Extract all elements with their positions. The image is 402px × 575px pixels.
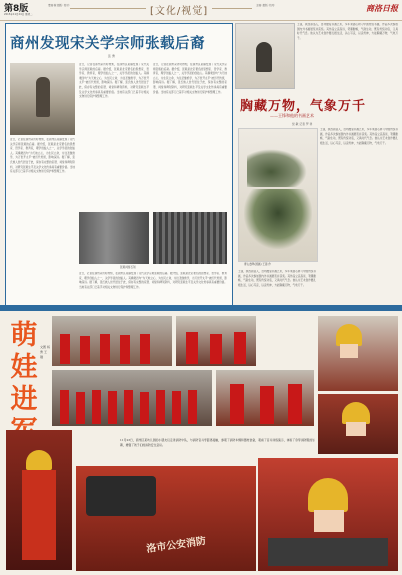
child-figure [92, 390, 101, 424]
child-figure [60, 334, 70, 364]
painting-mountain-upper [247, 149, 307, 187]
child-figure [60, 390, 69, 424]
feature-photo-6 [318, 394, 398, 454]
child-figure [140, 334, 150, 364]
feature-photo-3 [318, 316, 398, 391]
feature-photo-1 [52, 316, 172, 366]
section-name: 文化/视觉 [154, 6, 204, 17]
left-article-author: 张 勇 [108, 54, 115, 58]
child-figure [260, 386, 274, 424]
artist-figure [256, 42, 272, 72]
statue-photo [10, 63, 75, 135]
right-article-col-2: 王锋，陕西商洛人，自幼酷爱书画艺术，多年来潜心研习中国传统书画，作品多次参加国内外书画展览并获奖。其作品立意高远，笔墨酣畅，气韵生动，既有传统功底，又具时代气息。他认为艺术创作要扎根生活，以心写意，以意传神，方能胸藏万物，气象万千。 [238, 270, 316, 287]
truck-dashboard [268, 538, 388, 566]
editors-left: 责编:陈 组版: 校对: [48, 4, 70, 7]
child-figure [124, 390, 133, 424]
child-face [314, 510, 344, 532]
left-article-col-3: 近日，记者在商州采访时得知，在商州区某镇发现了宋代关学宗师张载的后裔。据介绍，张载是北宋著名的思想家、哲学家、教育家，理学创始人之一，关学学派的创始人。其横渠四句“为天地立心，为生民立命，为往圣继绝学，为万世开太平”被历代传颂，影响深远。据了解，张氏族人世代居住于此，保存有完整的家谱、祠堂和碑刻资料，对研究张载生平及关学文化传承具有重要价值。当地有关部门已着手对相关文物进行保护和整理工作。 [153, 63, 227, 94]
child-figure [172, 391, 181, 424]
right-article-subtitle: ——王锋和他的书画艺术 [270, 113, 314, 118]
child-figure [188, 390, 197, 424]
right-article-intro: 王锋，陕西商洛人，自幼酷爱书画艺术，多年来潜心研习中国传统书画，作品多次参加国内外书画展览并获奖。其作品立意高远，笔墨酣畅，气韵生动，既有传统功底，又具时代气息。他认为艺术创作要扎根生活，以心写意，以意传神，方能胸藏万物，气象万千。 [297, 23, 398, 40]
feature-photo-5 [216, 370, 314, 426]
feature-title-text: 萌娃进 [10, 320, 38, 415]
truck-lettering: 洛市公安消防 [145, 535, 207, 556]
left-article-col-bottom: 近日，记者在商州采访时得知，在商州区某镇发现了宋代关学宗师张载的后裔。据介绍，张载是北宋著名的思想家、哲学家、教育家，理学创始人之一，关学学派的创始人。其横渠四句“为天地立心，为生民立命，为往圣继绝学，为万世开太平”被历代传颂，影响深远。据了解，张氏族人世代居住于此，保存有完整的家谱、祠堂和碑刻资料，对研究张载生平及关学文化传承具有重要价值。当地有关部门已着手对相关文物进行保护和整理工作。 [79, 272, 227, 289]
feature-photo-4 [52, 370, 212, 426]
painting-caption: 青山叠翠(国画) 王锋 作 [244, 263, 272, 266]
feature-photo-8 [258, 458, 398, 571]
right-article-col-1: 王锋，陕西商洛人，自幼酷爱书画艺术，多年来潜心研习中国传统书画，作品多次参加国内外书画展览并获奖。其作品立意高远，笔墨酣畅，气韵生动，既有传统功底，又具时代气息。他认为艺术创作要扎根生活，以心写意，以意传神，方能胸藏万物，气象万千。 [320, 128, 398, 145]
stele-photo-2 [153, 212, 227, 264]
feature-body: 11月23日，商州区某幼儿园的小朋友们走进消防中队，与消防官兵零距离接触，参观了消防车辆和器材装备，观看了官兵训练演示，体验了身穿消防服的乐趣，增强了孩子们的消防安全意识。 [120, 438, 315, 447]
paper-logo: 商洛日报 [366, 3, 398, 13]
child-face [346, 422, 366, 436]
painting-image [238, 128, 318, 262]
child-figure [210, 334, 222, 364]
header-rule-right [212, 8, 252, 9]
fire-truck-photo [76, 466, 256, 571]
feature-credit: 文图 杨 勇 王 刚 [40, 345, 50, 359]
child-figure [80, 336, 90, 364]
helmet [308, 478, 348, 512]
child-figure [140, 392, 149, 424]
helmet [26, 450, 52, 470]
child-figure [156, 390, 165, 424]
child-figure [108, 391, 117, 424]
left-article-col-1: 近日，记者在商州采访时得知，在商州区某镇发现了宋代关学宗师张载的后裔。据介绍，张载是北宋著名的思想家、哲学家、教育家，理学创始人之一，关学学派的创始人。其横渠四句“为天地立心，为生民立命，为往圣继绝学，为万世开太平”被历代传颂，影响深远。据了解，张氏族人世代居住于此，保存有完整的家谱、祠堂和碑刻资料，对研究张载生平及关学文化传承具有重要价值。当地有关部门已着手对相关文物进行保护和整理工作。 [10, 138, 75, 174]
child-face [340, 344, 358, 358]
child-figure [76, 392, 85, 424]
left-article-col-2: 近日，记者在商州采访时得知，在商州区某镇发现了宋代关学宗师张载的后裔。据介绍，张载是北宋著名的思想家、哲学家、教育家，理学创始人之一，关学学派的创始人。其横渠四句“为天地立心，为生民立命，为往圣继绝学，为万世开太平”被历代传颂，影响深远。据了解，张氏族人世代居住于此，保存有完整的家谱、祠堂和碑刻资料，对研究张载生平及关学文化传承具有重要价值。当地有关部门已着手对相关文物进行保护和整理工作。 [79, 63, 149, 99]
right-article-headline: 胸藏万物，气象万千 [240, 99, 367, 114]
left-article-headline: 商州发现宋关学宗师张载后裔 [10, 36, 205, 52]
truck-window [86, 476, 156, 516]
feature-photo-2 [176, 316, 256, 366]
artist-photo [235, 23, 295, 89]
child-figure [288, 384, 302, 424]
editors-right: 主编: 组版: 校对: [256, 4, 276, 7]
date-line: 2015年11月24日 星期二 [4, 13, 33, 16]
child-figure [186, 332, 198, 364]
child-figure [100, 334, 110, 364]
helmet [336, 324, 362, 346]
child-figure [120, 335, 130, 364]
statue-figure [36, 77, 50, 117]
painting-mountain-lower [244, 189, 312, 249]
stele-photo-1 [79, 212, 149, 264]
header-rule-left [70, 8, 146, 9]
child-figure [22, 470, 56, 560]
left-photo-caption: 张载祠堂石刻 [120, 266, 136, 269]
child-figure [230, 384, 244, 424]
feature-photo-7 [6, 430, 72, 570]
page-number: 第8版 [4, 4, 29, 14]
child-figure [234, 332, 246, 364]
right-article-author: 党 敏 记者 罗 祥 [292, 122, 313, 126]
section-title: [文化/视觉] [150, 6, 209, 17]
helmet [342, 402, 370, 424]
